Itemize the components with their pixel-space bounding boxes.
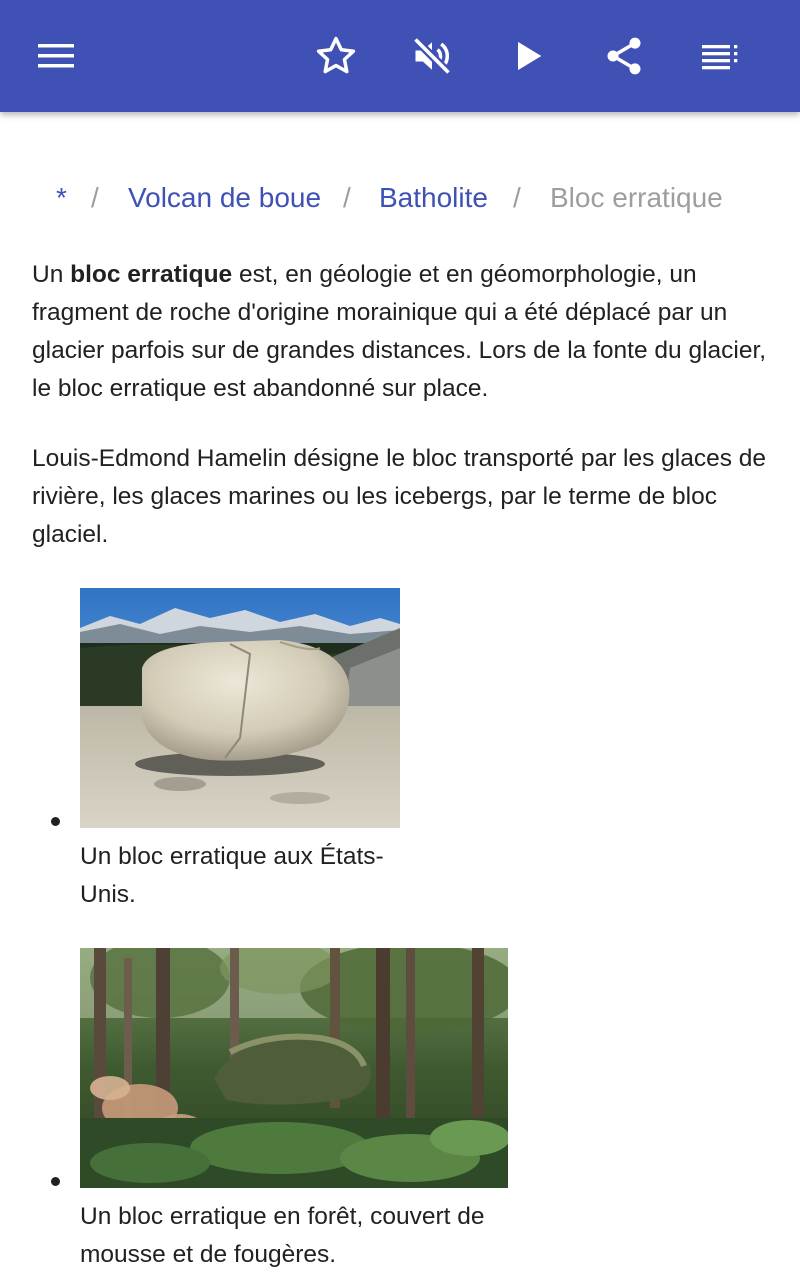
app-bar: [0, 0, 800, 112]
second-paragraph: Louis-Edmond Hamelin désigne le bloc transporté par les glaces de rivière, les glaces marines ou les icebergs, par le terme de bloc glaciel.: [32, 445, 767, 548]
share-button[interactable]: [596, 28, 652, 84]
share-icon: [602, 34, 646, 78]
breadcrumb-separator: /: [513, 182, 521, 213]
table-of-contents-icon: [700, 36, 740, 76]
breadcrumb: [32, 176, 772, 220]
play-icon: [508, 36, 548, 76]
list-bullet: [51, 817, 60, 826]
breadcrumb-item-batholite[interactable]: Batholite: [379, 182, 488, 213]
intro-rest: est, en géologie et en géomorphologie, un fragment de roche d'origine morainique qui a été déplacé par un glacier parfois sur de grandes distances. Lors de la fonte du glacier, le bloc erratique est abandonné sur place.: [32, 261, 767, 402]
intro-paragraph: [32, 256, 772, 408]
intro-term: bloc erratique: [70, 261, 233, 288]
mute-button[interactable]: [404, 28, 460, 84]
hamburger-menu-icon: [36, 36, 76, 76]
image-caption: Un bloc erratique en forêt, couvert de mousse et de fougères.: [80, 1203, 485, 1268]
volume-off-icon: [410, 34, 454, 78]
star-outline-icon: [314, 34, 358, 78]
image-caption: Un bloc erratique aux États-Unis.: [80, 843, 384, 908]
erratic-boulder-usa-image[interactable]: [80, 588, 400, 828]
intro-prefix: Un: [32, 261, 71, 288]
breadcrumb-item-volcan-de-boue[interactable]: Volcan de boue: [128, 182, 322, 213]
play-button[interactable]: [500, 28, 556, 84]
list-bullet: [51, 1177, 60, 1186]
erratic-boulder-forest-image[interactable]: [80, 948, 508, 1188]
breadcrumb-separator: /: [343, 182, 351, 213]
breadcrumb-separator: /: [91, 182, 99, 213]
table-of-contents-button[interactable]: [692, 28, 748, 84]
breadcrumb-current-page: Bloc erratique: [550, 182, 723, 213]
breadcrumb-item-home[interactable]: *: [56, 182, 67, 213]
menu-button[interactable]: [28, 28, 84, 84]
favorite-button[interactable]: [308, 28, 364, 84]
